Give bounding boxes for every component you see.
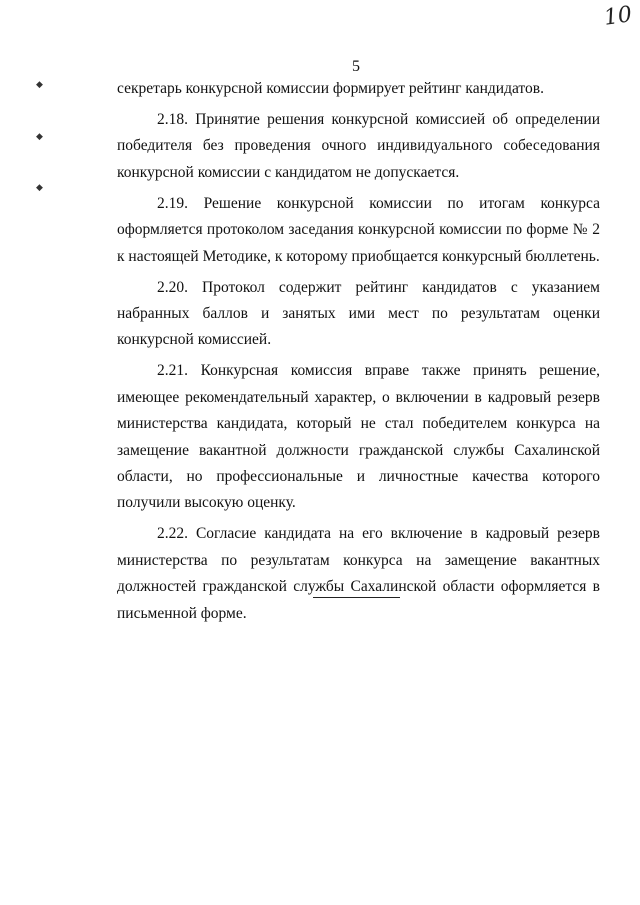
paragraph-2-21: 2.21. Конкурсная комиссия вправе также принять решение, имеющее рекомендательный характер, о включении в кадровый резерв министерства кандидата, который не стал победителем конкурса на замещение вакантной должности гражданской службы Сахалинской области, но профессиональные и личностные качества которого получили высокую оценку.	[117, 362, 600, 512]
paragraph-2-20: 2.20. Протокол содержит рейтинг кандидатов с указанием набранных баллов и занятых ими мест по результатам оценки конкурсной комиссией.	[117, 278, 600, 349]
scan-speck: ◆	[36, 132, 43, 142]
page-number: 5	[352, 58, 360, 75]
paragraph-2-19: 2.19. Решение конкурсной комиссии по итогам конкурса оформляется протоколом заседания конкурсной комиссии по форме № 2 к настоящей Методике, к которому приобщается конкурсный бюллетень.	[117, 194, 600, 265]
document-body	[117, 76, 600, 632]
paragraph-continuation: секретарь конкурсной комиссии формирует рейтинг кандидатов.	[117, 80, 544, 97]
scan-speck: ◆	[36, 80, 43, 90]
handwritten-page-mark: 10	[602, 2, 634, 31]
end-separator-line	[313, 597, 400, 598]
paragraph-2-22: 2.22. Согласие кандидата на его включение в кадровый резерв министерства по результатам конкурса на замещение вакантных должностей гражданской службы Сахалинской области оформляется в письменной форме.	[117, 525, 600, 622]
scan-speck: ◆	[36, 183, 43, 193]
paragraph-2-18: 2.18. Принятие решения конкурсной комиссией об определении победителя без проведения очного индивидуального собеседования конкурсной комиссии с кандидатом не допускается.	[117, 111, 600, 181]
